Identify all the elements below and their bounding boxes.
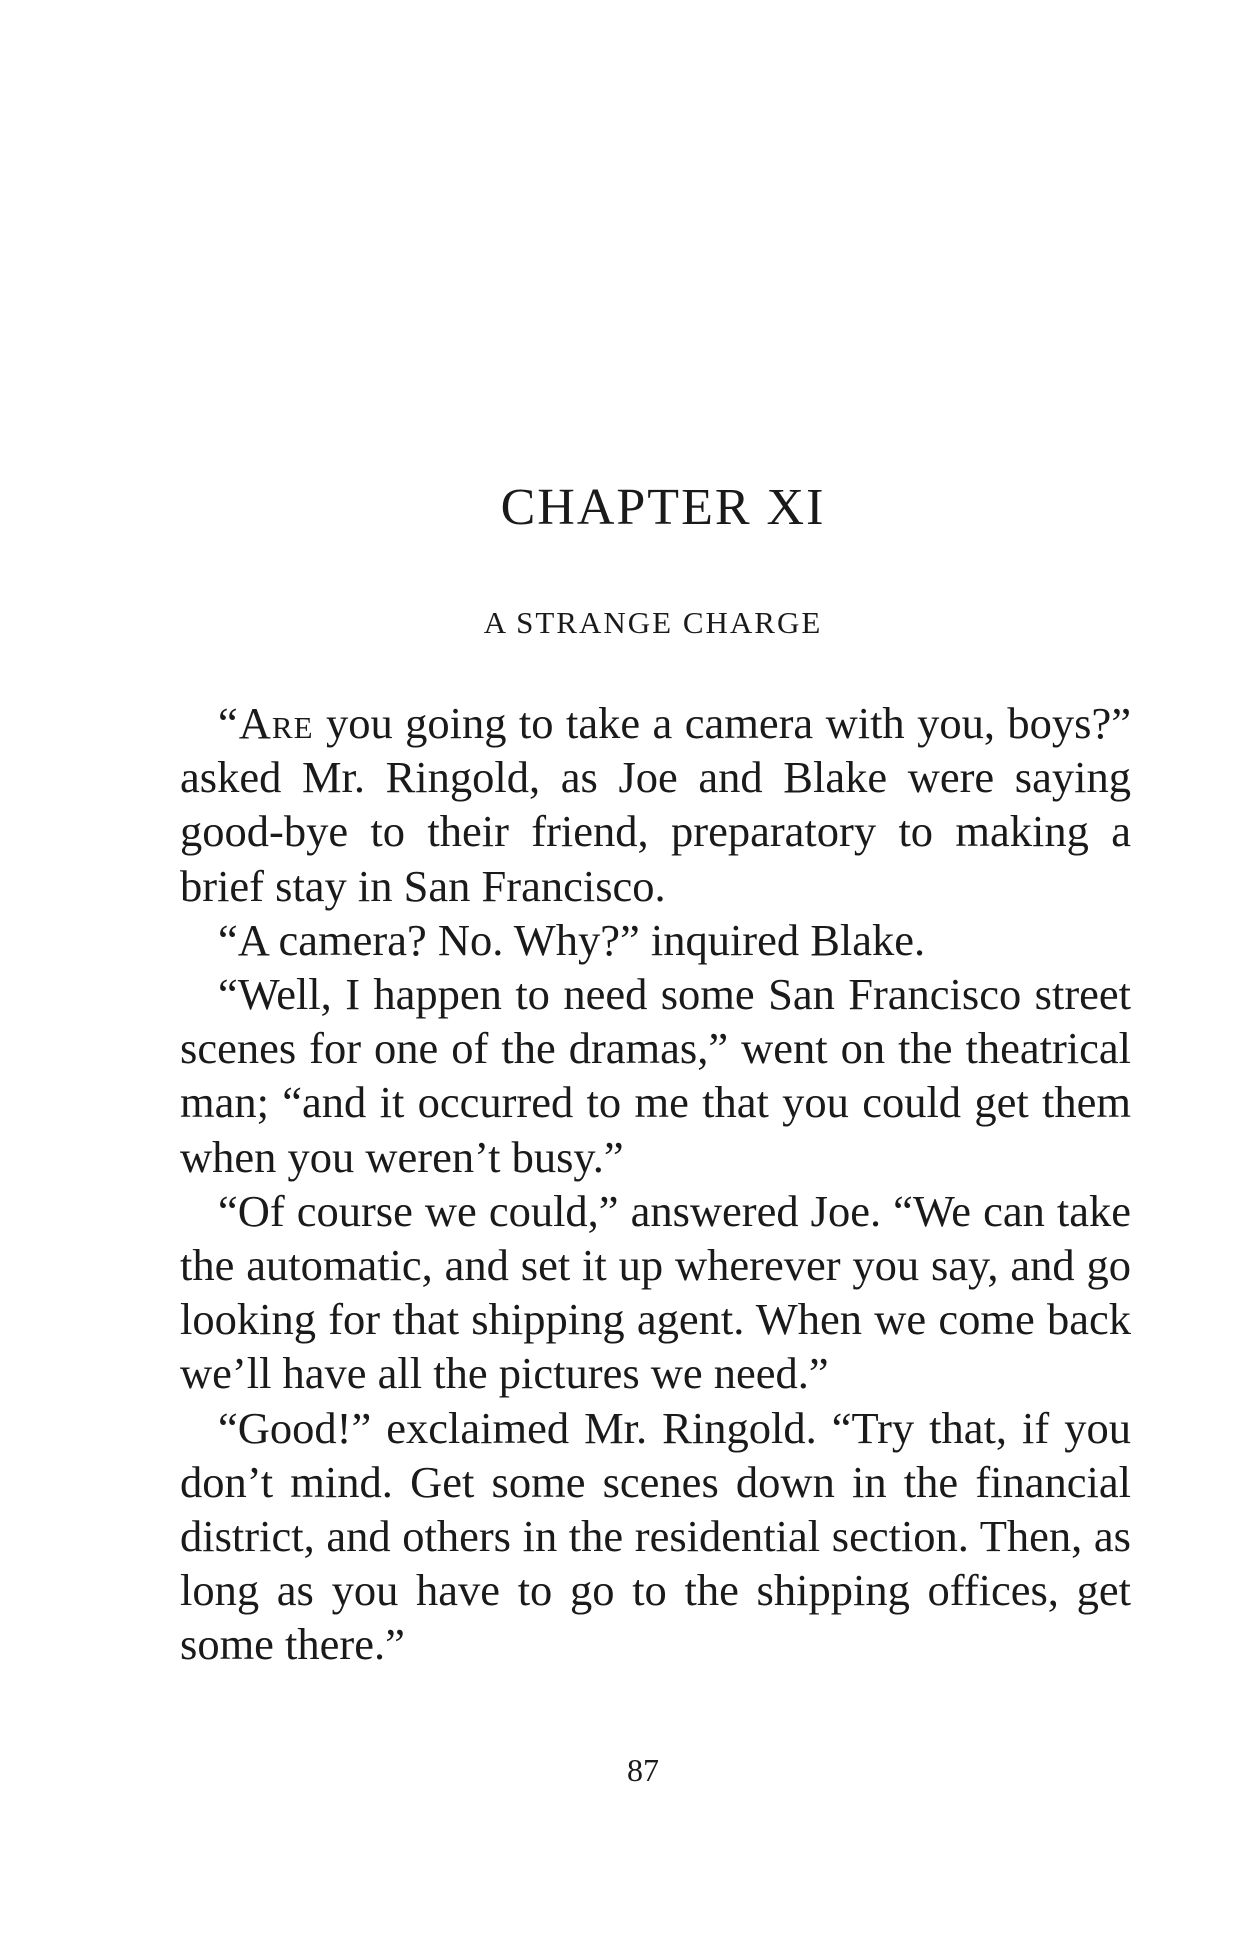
paragraph: “Well, I happen to need some San Francisco street scenes for one of the dramas,” went on the theatrical man; “and it occurred to me that you could get them when you weren’t busy.”	[180, 969, 1131, 1182]
chapter-title: CHAPTER XI	[500, 479, 826, 536]
paragraph-text: you going to take a camera with you, boys?” asked Mr. Ringold, as Joe and Blake were saying good-bye to their friend, preparatory to making a brief stay in San Francisco.	[180, 698, 1131, 911]
paragraph: “Of course we could,” answered Joe. “We can take the automatic, and set it up wherever you say, and go looking for that shipping agent. When we come back we’ll have all the pictures we need.”	[180, 1185, 1131, 1399]
paragraph	[180, 696, 1131, 913]
paragraph: “A camera? No. Why?” inquired Blake.	[218, 914, 926, 965]
paragraph-lead-word: “Are	[218, 698, 314, 748]
page-number: 87	[627, 1752, 659, 1788]
paragraph: “Good!” exclaimed Mr. Ringold. “Try that, if you don’t mind. Get some scenes down in the financial district, and others in the residential section. Then, as long as you have to go to the shipping offices, get some there.”	[180, 1402, 1131, 1670]
body-text	[180, 696, 1131, 1672]
chapter-subtitle: A STRANGE CHARGE	[483, 605, 823, 640]
